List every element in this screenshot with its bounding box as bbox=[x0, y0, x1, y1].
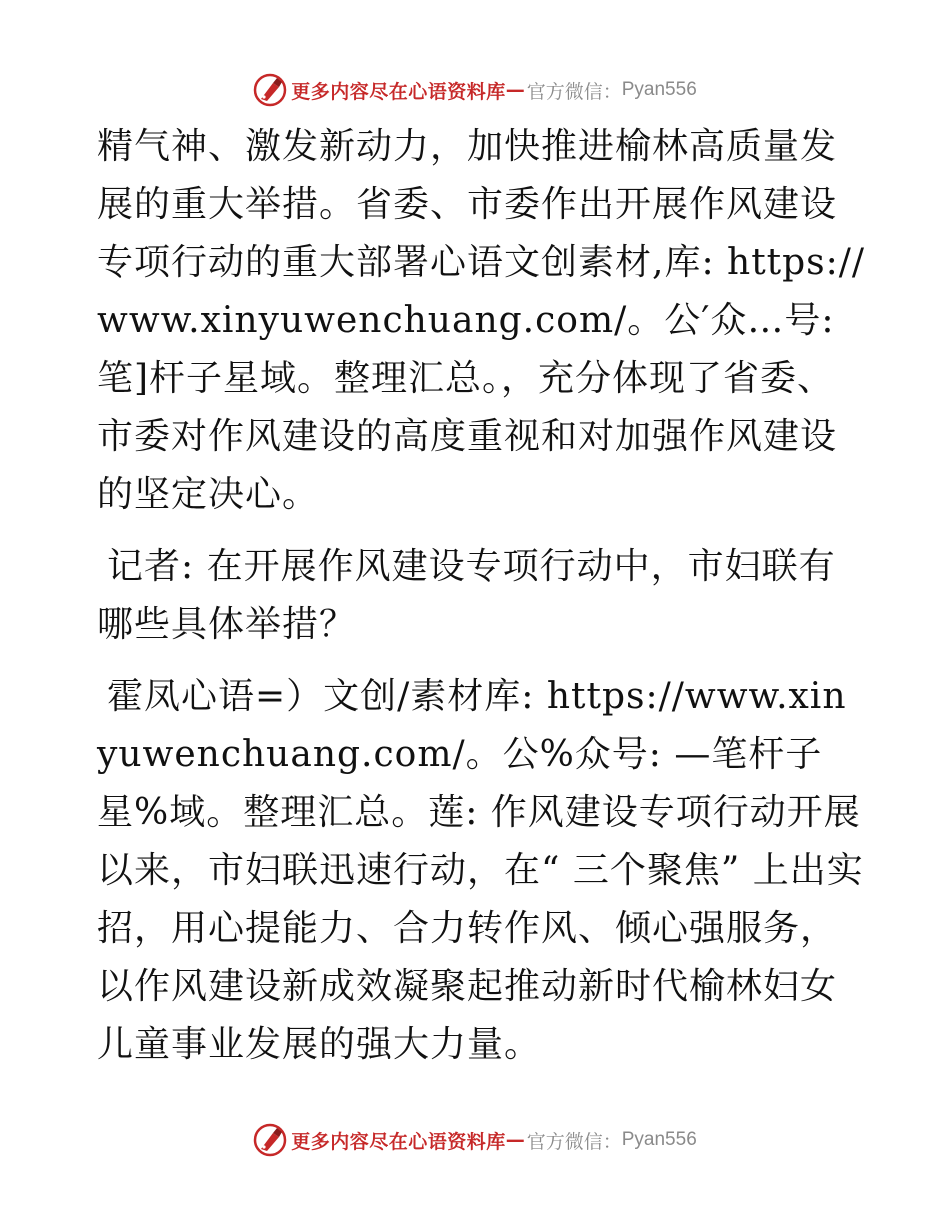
footer-official-label: 官方微信： bbox=[526, 1130, 622, 1153]
banner-official-label: 官方微信： bbox=[526, 80, 622, 103]
paragraph-1: 精气神、激发新动力，加快推进榆林高质量发展的重大举措。省委、市委作出开展作风建设专项行动的重大部署心语文创素材,库: https://www.xinyuwenchuang.com/。公′众…号: 笔]杆子星域。整理汇总。，充分体现了省委、市委对作风建设的高度重视和对加强作风建设的坚定决心。 bbox=[97, 126, 866, 515]
banner-promo-text: 更多内容尽在心语资料库 bbox=[291, 80, 506, 103]
document-body bbox=[97, 118, 867, 1074]
footer-promo-text: 更多内容尽在心语资料库 bbox=[291, 1130, 506, 1153]
footer-banner bbox=[0, 1120, 950, 1160]
banner-account: Pyan556 bbox=[621, 79, 697, 100]
footer-account: Pyan556 bbox=[621, 1129, 697, 1150]
pen-nib-logo-icon bbox=[253, 73, 287, 107]
footer-dash: — bbox=[505, 1129, 525, 1151]
paragraph-question: 记者: 在开展作风建设专项行动中，市妇联有哪些具体举措？ bbox=[97, 546, 836, 645]
banner-dash: — bbox=[505, 79, 525, 101]
paragraph-answer: 霍凤心语=）文创/素材库: https://www.xinyuwenchuang.com/。公%众号: —笔杆子星%域。整理汇总。莲: 作风建设专项行动开展以来，市妇联迅速行动，在“ 三个聚焦” 上出实招，用心提能力、合力转作风、倾心强服务，以作风建设新成效凝聚起推动新时代榆林妇女儿童事业发展的强大力量。 bbox=[97, 676, 864, 1065]
header-banner bbox=[0, 70, 950, 110]
pen-nib-logo-icon bbox=[253, 1123, 287, 1157]
